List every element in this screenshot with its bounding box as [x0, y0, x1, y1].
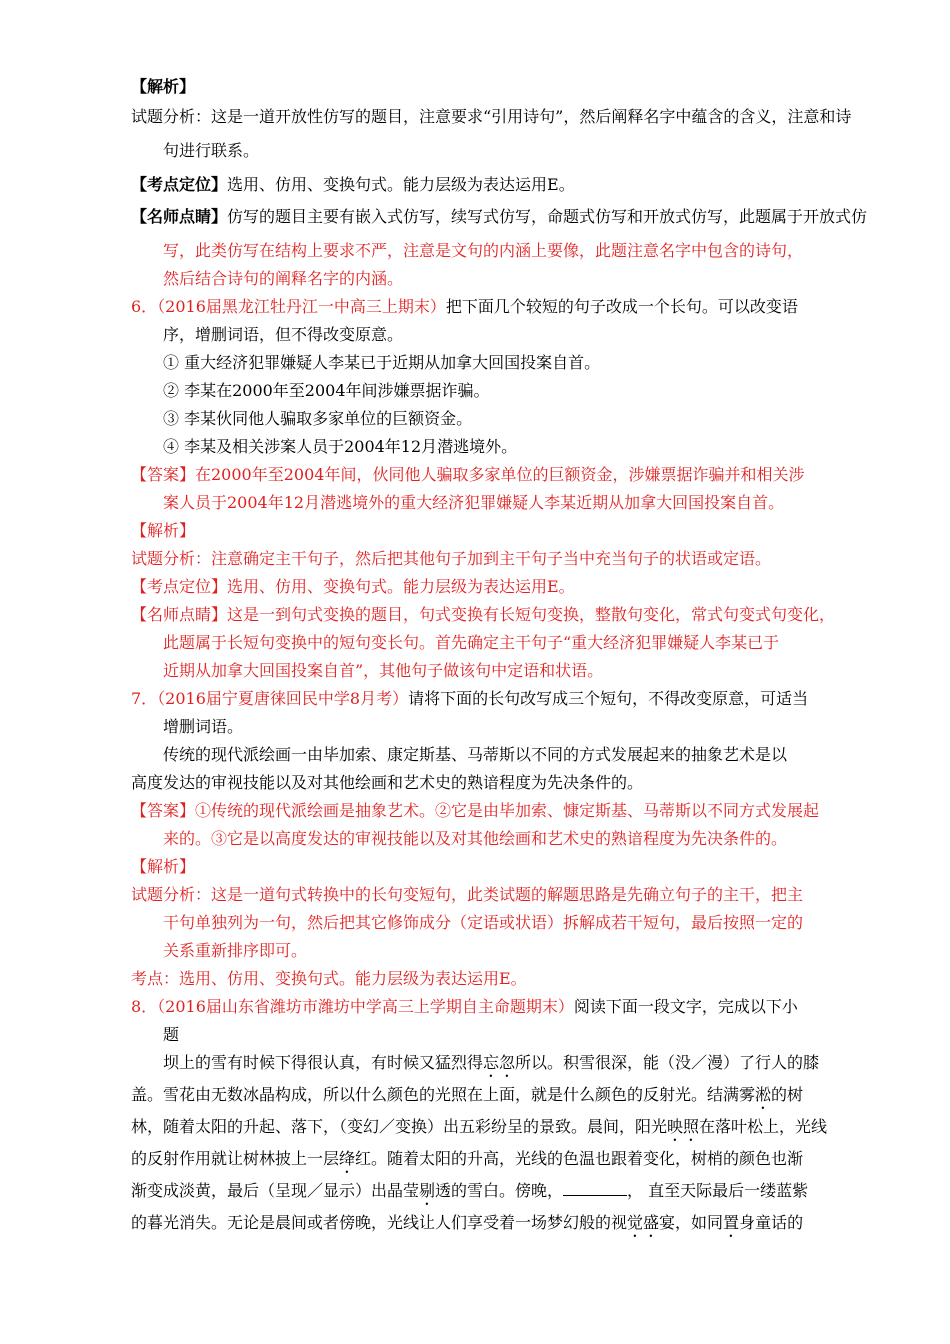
- passage-line-3: [131, 1116, 827, 1145]
- key-point-label: 【考点定位】: [131, 175, 228, 194]
- question-7: [131, 688, 808, 710]
- passage-text: 的暮光消失。无论是晨间或者傍晚，光线让人们享受着一场梦幻般的视: [131, 1213, 628, 1232]
- teacher-tip-label: 【名师点睛】: [131, 207, 228, 226]
- analysis-heading: 【解析】: [131, 77, 196, 96]
- teacher-tip-6-cont-2: 近期从加拿大回国投案自首”，其他句子做该句中定语和状语。: [163, 661, 604, 680]
- passage-text: 渐变成淡黄，最后（呈现／显示）出晶莹: [131, 1181, 420, 1200]
- sentence-1: ① 重大经济犯罪嫌疑人李某已于近期从加拿大回国投案自首。: [163, 353, 601, 372]
- dotted-word: 淞: [755, 1085, 772, 1104]
- question-8: [131, 996, 798, 1018]
- passage-text: 的反射作用就让树林披上一层: [131, 1149, 340, 1168]
- question-8-prompt-cont: 题: [163, 1025, 180, 1044]
- question-7-passage: 传统的现代派绘画一由毕加索、康定斯基、马蒂斯以不同的方式发展起来的抽象艺术是以: [163, 745, 788, 764]
- key-point-text: 选用、仿用、变换句式。能力层级为表达运用E。: [227, 175, 575, 194]
- question-7-passage-cont: 高度发达的审视技能以及对其他绘画和艺术史的熟谙程度为先决条件的。: [131, 773, 644, 792]
- passage-text: 红。随着太阳的升高，光线的色温也跟着变化，树梢的颜色也渐: [355, 1149, 804, 1168]
- analysis-heading-7: 【解析】: [131, 857, 196, 876]
- passage-text: 盖。雪花由无数冰晶构成，所以什么颜色的光照在上面，就是什么颜色的反射光。结满雾: [131, 1085, 756, 1104]
- analysis-text-6: 试题分析：注意确定主干句子，然后把其他句子加到主干句子当中充当句子的状语或定语。: [131, 549, 772, 568]
- teacher-tip-line: [131, 206, 867, 228]
- teacher-tip-cont-2: 然后结合诗句的阐释名字的内涵。: [163, 269, 404, 288]
- dotted-word: 置: [723, 1213, 740, 1232]
- dotted-word: 觉盛: [627, 1213, 660, 1232]
- passage-line-1: [163, 1052, 819, 1081]
- passage-line-2: [131, 1084, 803, 1113]
- key-point-line: [131, 174, 575, 196]
- passage-text: 的树: [771, 1085, 804, 1104]
- question-6-prompt: 把下面几个较短的句子改成一个长句。可以改变语: [445, 297, 798, 316]
- analysis-text-cont: 句进行联系。: [163, 141, 260, 160]
- question-7-prompt: 请将下面的长句改写成三个短句，不得改变原意，可适当: [408, 689, 809, 708]
- passage-text: 身童话的: [739, 1213, 804, 1232]
- passage-text: ， 直至天际最后一缕蓝紫: [627, 1181, 809, 1200]
- analysis-text-7-cont-1: 干句单独列为一句，然后把其它修饰成分（定语或状语）拆解成若干短句，最后按照一定的: [163, 913, 804, 932]
- passage-text: 所以。积雪很深，能（没／漫）了行人的膝: [515, 1053, 820, 1072]
- passage-text: 宴，如同: [659, 1213, 724, 1232]
- analysis-text: 试题分析：这是一道开放性仿写的题目，注意要求“引用诗句”，然后阐释名字中蕴含的含义，注意和诗: [131, 107, 852, 126]
- question-6-source: 6．（2016届黑龙江牡丹江一中高三上期末）: [131, 297, 446, 316]
- teacher-tip-text: 仿写的题目主要有嵌入式仿写，续写式仿写，命题式仿写和开放式仿写，此题属于开放式仿: [227, 207, 868, 226]
- passage-line-6: [131, 1212, 803, 1241]
- passage-text: 坝上的雪有时候下得很认真，有时候又猛烈得: [163, 1053, 484, 1072]
- question-8-prompt: 阅读下面一段文字，完成以下小: [573, 997, 798, 1016]
- analysis-heading-6: 【解析】: [131, 521, 196, 540]
- question-6: [131, 296, 798, 318]
- dotted-word: 映照: [667, 1117, 700, 1136]
- sentence-2: ② 李某在2000年至2004年间涉嫌票据诈骗。: [163, 381, 490, 400]
- dotted-word: 忘忽: [483, 1053, 516, 1072]
- question-8-source: 8．（2016届山东省潍坊市潍坊中学高三上学期自主命题期末）: [131, 997, 574, 1016]
- analysis-text-7: 试题分析：这是一道句式转换中的长句变短句，此类试题的解题思路是先确立句子的主干，把主: [131, 885, 804, 904]
- teacher-tip-cont-1: 写，此类仿写在结构上要求不严，注意是文句的内涵上要像，此题注意名字中包含的诗句，: [163, 241, 804, 260]
- dotted-word: 绛: [339, 1149, 356, 1168]
- answer-blank: [563, 1181, 627, 1196]
- question-7-source: 7．（2016届宁夏唐徕回民中学8月考）: [131, 689, 409, 708]
- answer-6: 【答案】在2000年至2004年间，伙同他人骗取多家单位的巨额资金，涉嫌票据诈骗并和相关涉: [131, 465, 805, 484]
- analysis-text-7-cont-2: 关系重新排序即可。: [163, 941, 308, 960]
- passage-line-4: [131, 1148, 803, 1177]
- question-6-prompt-cont: 序，增删词语，但不得改变原意。: [163, 325, 404, 344]
- teacher-tip-6-cont-1: 此题属于长短句变换中的短句变长句。首先确定主干句子“重大经济犯罪嫌疑人李某已于: [163, 633, 780, 652]
- passage-line-5: [131, 1180, 808, 1209]
- question-7-prompt-cont: 增删词语。: [163, 717, 244, 736]
- passage-text: 透的雪白。傍晚，: [435, 1181, 564, 1200]
- answer-7: 【答案】①传统的现代派绘画是抽象艺术。②它是由毕加索、慷定斯基、马蒂斯以不同方式发展起: [131, 801, 820, 820]
- teacher-tip-6: 【名师点睛】这是一到句式变换的题目，句式变换有长短句变换，整散句变化，常式句变式句变化，: [131, 605, 836, 624]
- key-point-7: 考点：选用、仿用、变换句式。能力层级为表达运用E。: [131, 969, 527, 988]
- sentence-4: ④ 李某及相关涉案人员于2004年12月潜逃境外。: [163, 437, 518, 456]
- answer-6-cont: 案人员于2004年12月潜逃境外的重大经济犯罪嫌疑人李某近期从加拿大回国投案自首。: [163, 493, 785, 512]
- dotted-word: 剔: [419, 1181, 436, 1200]
- passage-text: 在落叶松上，光线: [699, 1117, 828, 1136]
- sentence-3: ③ 李某伙同他人骗取多家单位的巨额资金。: [163, 409, 473, 428]
- passage-text: 林，随着太阳的升起、落下，（变幻／变换）出五彩纷呈的景致。晨间，阳光: [131, 1117, 668, 1136]
- key-point-6: 【考点定位】选用、仿用、变换句式。能力层级为表达运用E。: [131, 577, 575, 596]
- answer-7-cont: 来的。③它是以高度发达的审视技能以及对其他绘画和艺术史的熟谙程度为先决条件的。: [163, 829, 788, 848]
